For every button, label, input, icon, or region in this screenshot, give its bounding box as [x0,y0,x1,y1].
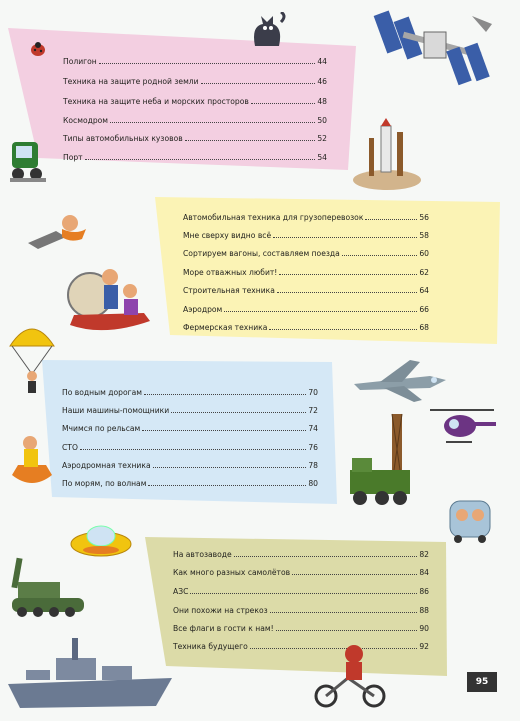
toc-entry [62,385,318,397]
toc-entry-title: Техника будущего [173,642,248,651]
drilling-truck-icon [344,410,418,510]
toc-entry [183,283,429,295]
toc-entry [183,265,429,277]
toc-entry-page: 80 [308,479,318,488]
toc-leader [276,630,418,631]
toc-entry-page: 58 [419,231,429,240]
toc-leader [85,159,316,160]
tank-icon [8,556,88,626]
toc-leader [153,467,307,468]
helicopter-icon [426,404,498,448]
toc-entry-page: 88 [419,606,429,615]
toc-entry-page: 90 [419,624,429,633]
toc-entry [63,54,327,66]
toc-entry [62,421,318,433]
toc-entry-page: 86 [419,587,429,596]
toc-leader [99,63,316,64]
toc-leader [273,237,417,238]
toc-entry-page: 52 [317,134,327,143]
toc-leader [190,593,417,594]
toc-leader [148,485,306,486]
toc-entry-page: 70 [308,388,318,397]
toc-entry-title: Они похожи на стрекоз [173,606,268,615]
toc-entry [183,210,429,222]
jet-plane-icon [350,358,450,404]
toc-leader [185,140,316,141]
toc-entry-title: Как много разных самолётов [173,568,291,577]
toc-entry [63,131,327,143]
toc-entry-page: 56 [419,213,429,222]
toc-leader [201,83,316,84]
toc-entry-page: 74 [308,424,318,433]
jetski-icon [8,425,56,491]
toc-leader [80,449,306,450]
toc-entry-page: 66 [419,305,429,314]
toc-entry-page: 46 [317,77,327,86]
toc-entry-page: 48 [317,97,327,106]
toc-leader [279,274,417,275]
toc-entry [63,150,327,162]
toc-entry-page: 44 [317,57,327,66]
toc-entry-title: Море отважных любит! [183,268,278,277]
future-car-icon [446,495,494,545]
toc-entry [63,74,327,86]
toc-entry-page: 92 [419,642,429,651]
toc-entry-title: По водным дорогам [62,388,142,397]
toc-entry-title: Полигон [63,57,97,66]
toc-entry-title: Аэродром [183,305,223,314]
toc-entry-title: Фермерская техника [183,323,268,332]
toc-leader [277,292,417,293]
toc-entry-page: 54 [317,153,327,162]
toc-entry [183,320,429,332]
hovercraft-icon [64,255,154,343]
toc-leader [292,574,417,575]
toc-entry-title: Наши машины-помощники [62,406,170,415]
toc-entry-page: 72 [308,406,318,415]
warship-icon [6,628,176,712]
toc-entry-title: Все флаги в гости к нам! [173,624,274,633]
toc-entry-page: 64 [419,286,429,295]
flying-kid-icon [26,209,92,255]
toc-entry-title: Аэродромная техника [62,461,151,470]
toc-entry-page: 82 [419,550,429,559]
toc-entry [183,302,429,314]
toc-entry [173,621,429,633]
toc-entry-title: Типы автомобильных кузовов [63,134,183,143]
toc-leader [342,255,418,256]
space-station-icon [372,8,512,88]
rocket-launch-icon [349,118,424,190]
toc-leader [171,412,306,413]
toc-entry-title: Строительная техника [183,286,275,295]
toc-leader [224,311,417,312]
cat-icon [247,12,289,48]
toc-entry [62,476,318,488]
toc-entry-title: Мне сверху видно всё [183,231,272,240]
toc-entry-page: 76 [308,443,318,452]
toc-entry-title: Автомобильная техника для грузоперевозок [183,213,364,222]
toc-entry-title: АЗС [173,587,189,596]
toc-entry-page: 62 [419,268,429,277]
toc-entry [63,113,327,125]
parachute-icon [6,318,58,394]
toc-leader [365,219,417,220]
toc-entry-title: Мчимся по рельсам [62,424,141,433]
toc-entry [183,246,429,258]
toc-entry-title: Порт [63,153,83,162]
toc-entry [173,584,429,596]
toc-entry-title: Сортируем вагоны, составляем поезда [183,249,340,258]
toc-entry-title: По морям, по волнам [62,479,147,488]
toc-entry [62,440,318,452]
toc-entry [173,565,429,577]
toc-leader [142,430,306,431]
toc-entry [173,603,429,615]
sweeper-machine-icon [6,130,50,184]
toc-entry [183,228,429,240]
toc-entry-page: 68 [419,323,429,332]
toc-leader [110,122,315,123]
toc-entry-title: На автозаводе [173,550,232,559]
toc-leader [144,394,306,395]
toc-entry-page: 50 [317,116,327,125]
toc-leader [270,612,418,613]
toc-entry [173,547,429,559]
toc-entry-title: СТО [62,443,78,452]
toc-entry [62,403,318,415]
toc-entry-title: Космодром [63,116,109,125]
motorcycle-robot-icon [312,640,392,710]
toc-entry-page: 60 [419,249,429,258]
toc-leader [269,329,417,330]
toc-entry [63,94,327,106]
toc-entry-title: Техника на защите неба и морских просторов [63,97,249,106]
page-number: 95 [467,672,497,692]
toc-entry-page: 84 [419,568,429,577]
toc-entry [62,458,318,470]
toc-entry-page: 78 [308,461,318,470]
ladybug-icon [29,41,47,57]
toc-entry-title: Техника на защите родной земли [63,77,199,86]
toc-leader [234,556,418,557]
toc-leader [251,103,315,104]
